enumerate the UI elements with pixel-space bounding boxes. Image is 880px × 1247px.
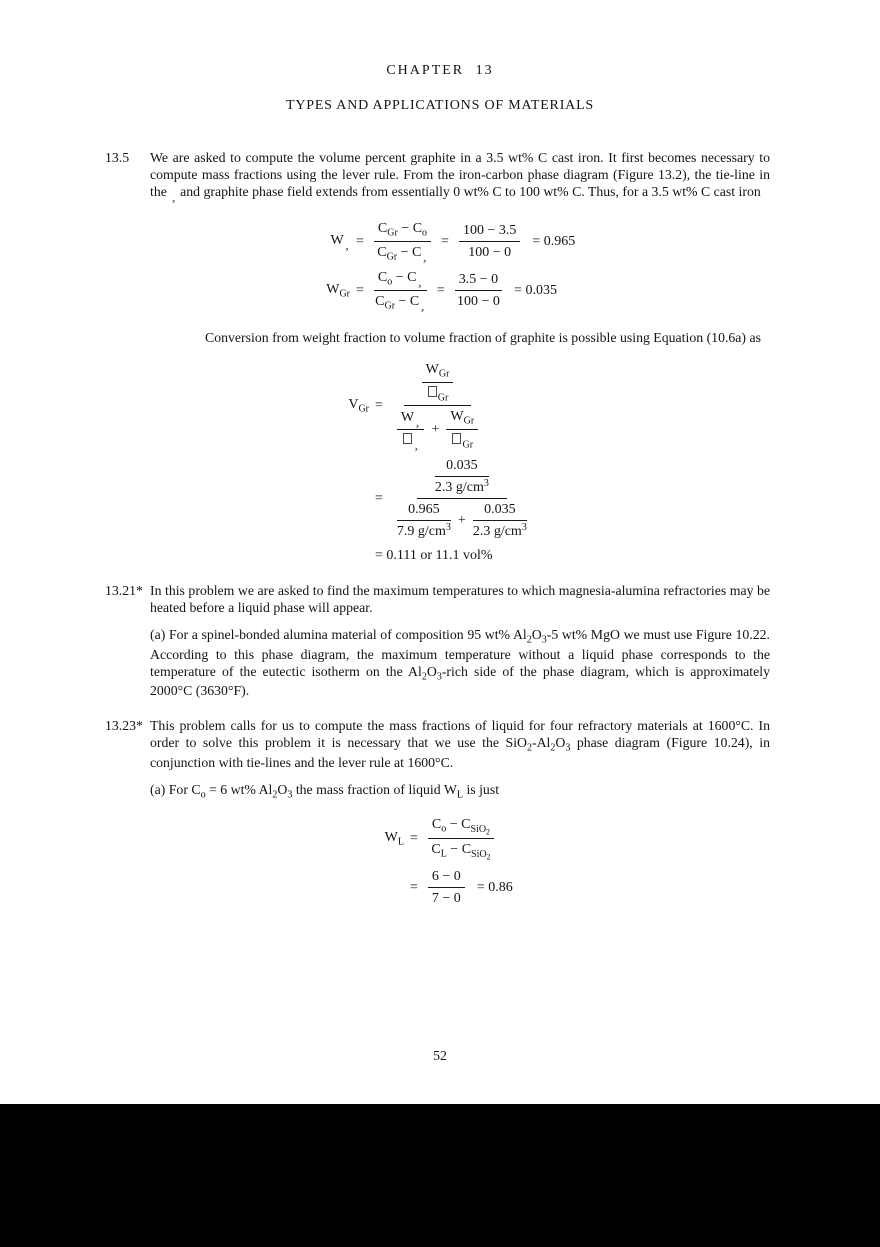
equals-sign: = [410, 880, 418, 895]
equals-sign: = [436, 282, 445, 298]
rho-glyph-fallback-box [428, 386, 437, 397]
chapter-title: TYPES AND APPLICATIONS OF MATERIALS [285, 98, 595, 113]
equals-sign: = [375, 398, 383, 413]
nested-fraction-numerator [404, 361, 472, 406]
fraction [459, 222, 520, 261]
plus-sign: + [457, 513, 466, 528]
subscript: 2 [550, 742, 556, 754]
equals-sign: = [441, 233, 449, 249]
problem-statement: We are asked to compute the volume percent graphite in a 3.5 wt% C cast iron. It first becomes necessary to compute mass fractions using the lever rule. From the iron-carbon phase diagram (Figure 13.2), the tie-line in the ¸ and graphite phase field extends from essentially 0 wt% C to 100 wt% C. Thus, for a 3.5 wt% C cast iron [150, 150, 770, 203]
equals-sign: = [356, 233, 364, 249]
fraction-denominator [397, 430, 425, 450]
subscript: 2 [486, 827, 491, 836]
superscript: 3 [483, 478, 489, 489]
subscript: 2 [486, 852, 491, 861]
fraction-numerator: $C_{Gr} - C_o$ [374, 220, 431, 242]
fraction [397, 501, 451, 540]
fraction-denominator [446, 430, 478, 451]
alpha-glyph-fallback: ¸ [420, 296, 425, 312]
subscript: L [397, 836, 404, 848]
nested-fraction-numerator [417, 457, 507, 499]
fraction-numerator: 0.965 [397, 501, 451, 521]
subscript: 3 [436, 671, 442, 682]
fraction [374, 220, 431, 262]
conversion-paragraph: Conversion from weight fraction to volume fraction of graphite is possible using Equation (10.6a) as [205, 330, 761, 345]
nested-fraction [393, 457, 531, 540]
problem-statement: In this problem we are asked to find the maximum temperatures to which magnesia-alumina refractories may be heated before a liquid phase will appear. [150, 583, 770, 615]
fraction-denominator: 7.9 $g/cm^3$ [396, 522, 451, 539]
equation-v-graphite-numeric [337, 457, 770, 540]
subscript: 3 [541, 634, 547, 646]
rho-glyph-fallback-box [452, 433, 461, 444]
subscript: Gr [463, 415, 475, 427]
fraction-denominator: 100 − 0 [468, 244, 512, 260]
subscript: Gr [358, 403, 369, 415]
superscript: 3 [445, 522, 451, 533]
equation-v-graphite-symbolic [337, 361, 770, 450]
equation-result: = 0.86 [476, 880, 513, 895]
problem-number: 13.23* [105, 718, 143, 733]
scan-black-bar [0, 1104, 880, 1247]
fraction-denominator: $C_L - C_{SiO_2}$ [431, 842, 491, 861]
subscript: SiO2 [471, 848, 491, 861]
fraction [428, 868, 465, 907]
fraction-denominator: 2.3 $g/cm^3$ [472, 522, 527, 539]
fraction-numerator: 0.035 [435, 457, 489, 477]
alpha-glyph-fallback: ¸ [171, 188, 176, 203]
fraction-numerator: $W_{Gr}$ [422, 361, 454, 383]
problem-number: 13.21* [105, 583, 143, 598]
equation-w-liquid-symbolic [372, 816, 770, 861]
fraction [422, 361, 454, 403]
equation-lhs: W¸ [330, 233, 349, 251]
problem-13-5 [105, 149, 770, 564]
chapter-heading: CHAPTER 13 [386, 63, 494, 78]
subscript: 2 [526, 634, 532, 646]
equation-result: = 0.965 [532, 233, 576, 249]
subscript: 2 [421, 671, 427, 682]
subscript: 2 [527, 742, 532, 754]
equation-result: = 0.111 or 11.1 vol% [375, 548, 493, 563]
subscript: o [441, 823, 447, 835]
fraction-numerator: 100 − 3.5 [459, 222, 520, 242]
fraction [374, 269, 427, 311]
superscript: 3 [521, 522, 527, 533]
fraction-denominator: $C_{Gr}$ − C¸ [377, 244, 427, 263]
problem-13-21 [105, 582, 770, 699]
alpha-glyph-fallback: ¸ [414, 435, 419, 451]
rho-glyph-fallback-box [403, 433, 412, 444]
equation-result: = 0.035 [514, 282, 558, 298]
alpha-glyph-fallback: ¸ [422, 247, 427, 263]
equals-sign: = [375, 491, 383, 506]
fraction [446, 408, 478, 450]
fraction [455, 271, 502, 310]
part-a-paragraph: (a) For a spinel-bonded alumina material of composition 95 wt% $Al_2O_3-5$ wt% MgO we must use Figure 10.22. According to this phase diagram, the maximum temperature without a liquid phase corresponds to the temperature of the eutectic isotherm on the $Al_2O_3$-rich side of the phase diagram, which is approximately 2000°C (3630°F). [150, 627, 771, 698]
subscript: o [200, 789, 206, 800]
subscript: SiO2 [470, 823, 491, 836]
plus-sign: + [431, 421, 440, 437]
equation-w-alpha [318, 220, 770, 262]
equation-block-liquid-fraction [372, 816, 770, 907]
fraction-numerator: $C_o$ − C¸ [374, 269, 427, 291]
alpha-glyph-fallback: ¸ [417, 273, 422, 288]
chapter-header [0, 0, 880, 114]
fraction-denominator: 2.3 $g/cm^3$ [434, 478, 489, 495]
subscript: 3 [287, 789, 293, 800]
fraction-denominator [422, 383, 454, 404]
fraction [473, 501, 527, 540]
equals-sign: = [356, 282, 364, 298]
problem-statement: This problem calls for us to compute the mass fractions of liquid for four refractory materials at 1600°C. In order to solve this problem it is necessary that we use the $SiO_2-Al_2O_3$ phase diagram (Figure 10.24), in conjunction with tie-lines and the lever rule at 1600°C. [150, 718, 770, 770]
fraction [397, 409, 425, 450]
page-number: 52 [433, 1048, 447, 1063]
problem-body [150, 149, 770, 564]
fraction-numerator: W¸ [397, 409, 425, 430]
fraction-numerator: $W_{Gr}$ [446, 408, 478, 430]
subscript: o [422, 227, 428, 239]
equals-sign: = [410, 831, 418, 846]
equation-lhs: $V_{Gr}$ [348, 397, 369, 415]
subscript: Gr [438, 368, 450, 380]
page-content [105, 149, 770, 907]
subscript: 2 [272, 789, 278, 800]
fraction-numerator: 6 − 0 [428, 868, 465, 888]
problem-13-23 [105, 717, 770, 907]
fraction-denominator: $C_{Gr}$ − C¸ [375, 293, 425, 312]
fraction-numerator: $C_o - C_{SiO_2}$ [428, 816, 494, 839]
subscript: 3 [565, 742, 571, 754]
equation-block-volume-fraction [337, 361, 770, 564]
subscript: Gr [387, 227, 398, 239]
equation-lhs: $W_{Gr}$ [326, 281, 350, 300]
problem-number: 13.5 [105, 150, 130, 165]
subscript: Gr [386, 251, 398, 262]
equation-w-graphite [318, 269, 770, 311]
fraction-numerator: 0.035 [473, 501, 527, 521]
fraction [435, 457, 489, 496]
alpha-glyph-fallback: ¸ [344, 236, 349, 251]
fraction-denominator: 7 − 0 [431, 891, 461, 906]
alpha-glyph-fallback: ¸ [415, 412, 420, 428]
equation-block-mass-fractions [318, 220, 770, 311]
nested-fraction [393, 361, 482, 450]
fraction-numerator: 3.5 − 0 [455, 271, 502, 291]
problem-body [150, 717, 770, 907]
fraction-denominator: 100 − 0 [456, 293, 500, 309]
subscript: L [456, 789, 463, 800]
part-a-paragraph: (a) For $C_o = 6$ wt% $Al_2O_3$ the mass fraction of liquid $W_L$ is just [150, 781, 500, 800]
subscript: Gr [462, 439, 474, 450]
fraction [428, 816, 494, 861]
subscript: Gr [339, 288, 350, 300]
equation-lhs: $W_L$ [384, 830, 404, 848]
subscript: L [440, 848, 447, 860]
nested-fraction-denominator [393, 406, 482, 450]
subscript: o [387, 276, 393, 288]
equation-final-result [337, 547, 770, 564]
problem-body [150, 582, 770, 699]
nested-fraction-denominator [393, 499, 531, 540]
subscript: Gr [384, 300, 396, 311]
equation-w-liquid-numeric [372, 868, 770, 907]
subscript: Gr [437, 392, 449, 403]
